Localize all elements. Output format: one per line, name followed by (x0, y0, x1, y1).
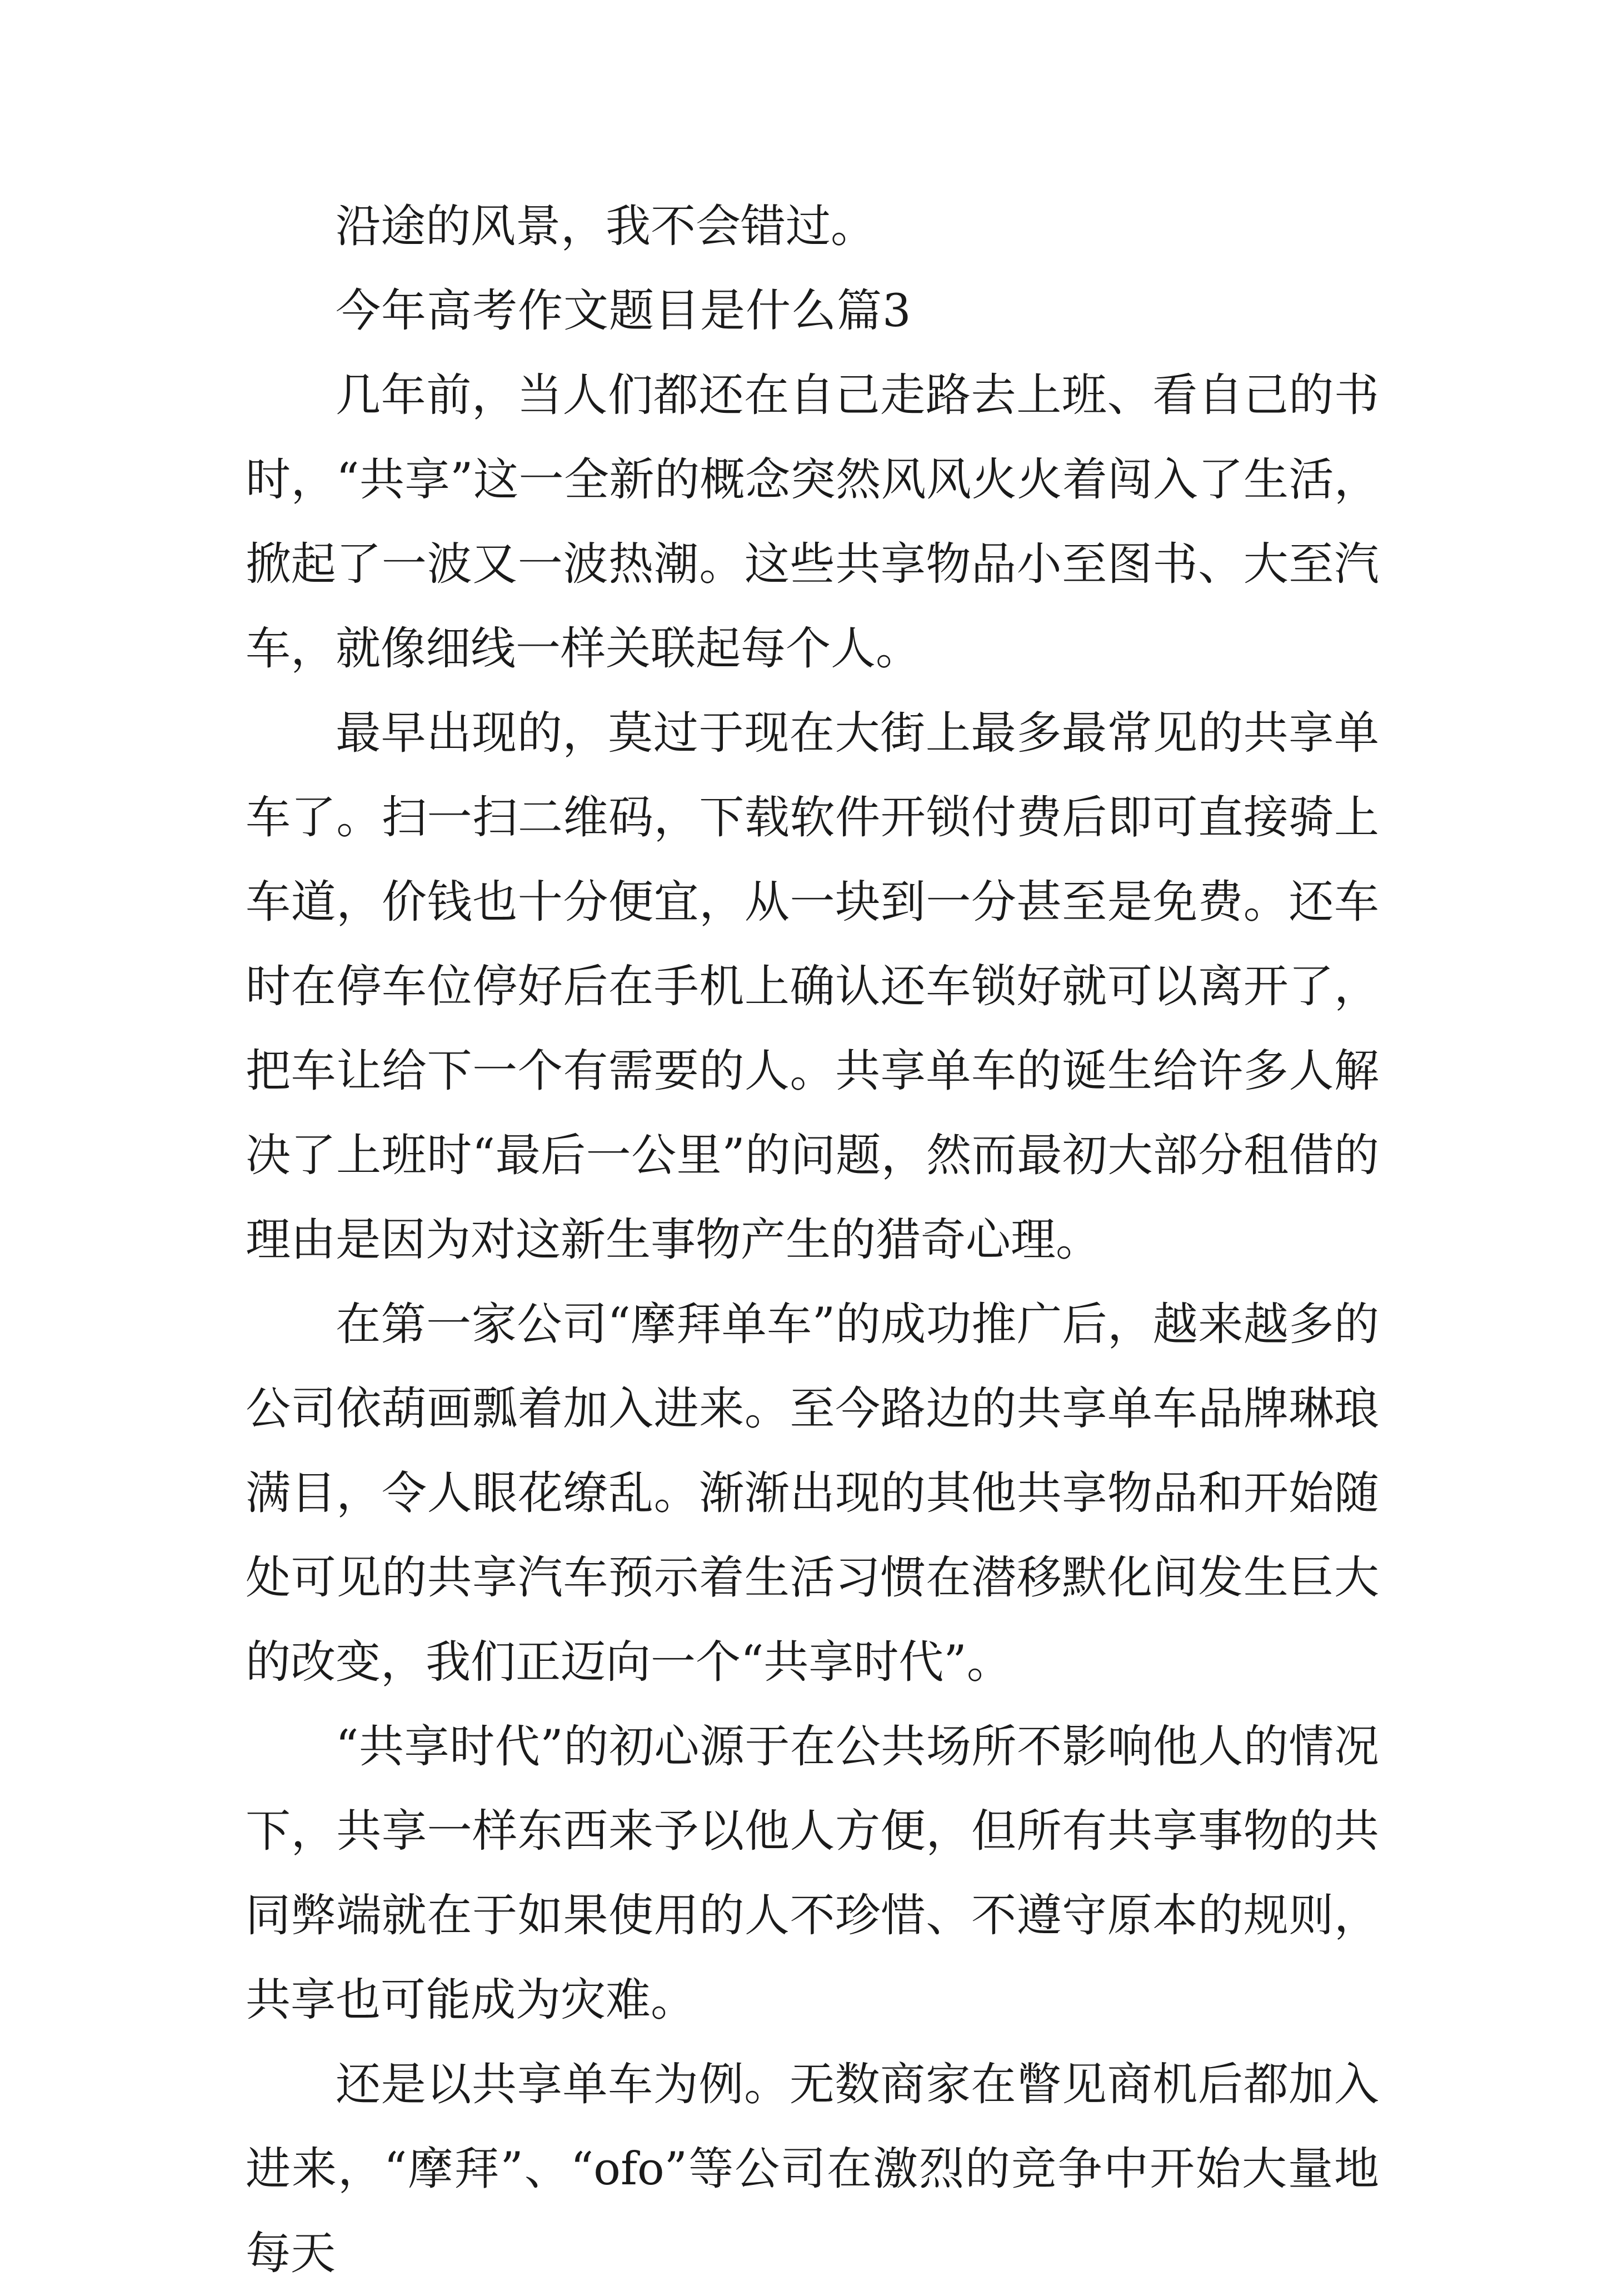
paragraph-intro: 几年前，当人们都还在自己走路去上班、看自己的书时，“共享”这一全新的概念突然风风火火着闯入了生活，掀起了一波又一波热潮。这些共享物品小至图书、大至汽车，就像细线一样关联起每个人。 (246, 370, 1379, 675)
paragraph-bike-sharing: 最早出现的，莫过于现在大街上最多最常见的共享单车了。扫一扫二维码，下载软件开锁付费后即可直接骑上车道，价钱也十分便宜，从一块到一分甚至是免费。还车时在停车位停好后在手机上确认还车锁好就可以离开了，把车让给下一个有需要的人。共享单车的诞生给许多人解决了上班时“最后一公里”的问题，然而最初大部分租借的理由是因为对这新生事物产生的猎奇心理。 (246, 707, 1379, 1266)
paragraph-example: 还是以共享单车为例。无数商家在瞥见商机后都加入进来，“摩拜”、“ofo”等公司在激烈的竞争中开始大量地每天 (246, 2059, 1379, 2280)
paragraph-mobike: 在第一家公司“摩拜单车”的成功推广后，越来越多的公司依葫画瓢着加入进来。至今路边的共享单车品牌琳琅满目，令人眼花缭乱。渐渐出现的其他共享物品和开始随处可见的共享汽车预示着生活习惯在潜移默化间发生巨大的改变，我们正迈向一个“共享时代”。 (246, 1299, 1379, 1689)
section-heading: 今年高考作文题目是什么篇3 (336, 285, 912, 337)
paragraph-closing-line: 沿途的风景，我不会错过。 (336, 201, 876, 253)
body-text (246, 184, 1379, 2296)
paragraph-sharing-era: “共享时代”的初心源于在公共场所不影响他人的情况下，共享一样东西来予以他人方便，但所有共享事物的共同弊端就在于如果使用的人不珍惜、不遵守原本的规则，共享也可能成为灾难。 (246, 1721, 1379, 2027)
